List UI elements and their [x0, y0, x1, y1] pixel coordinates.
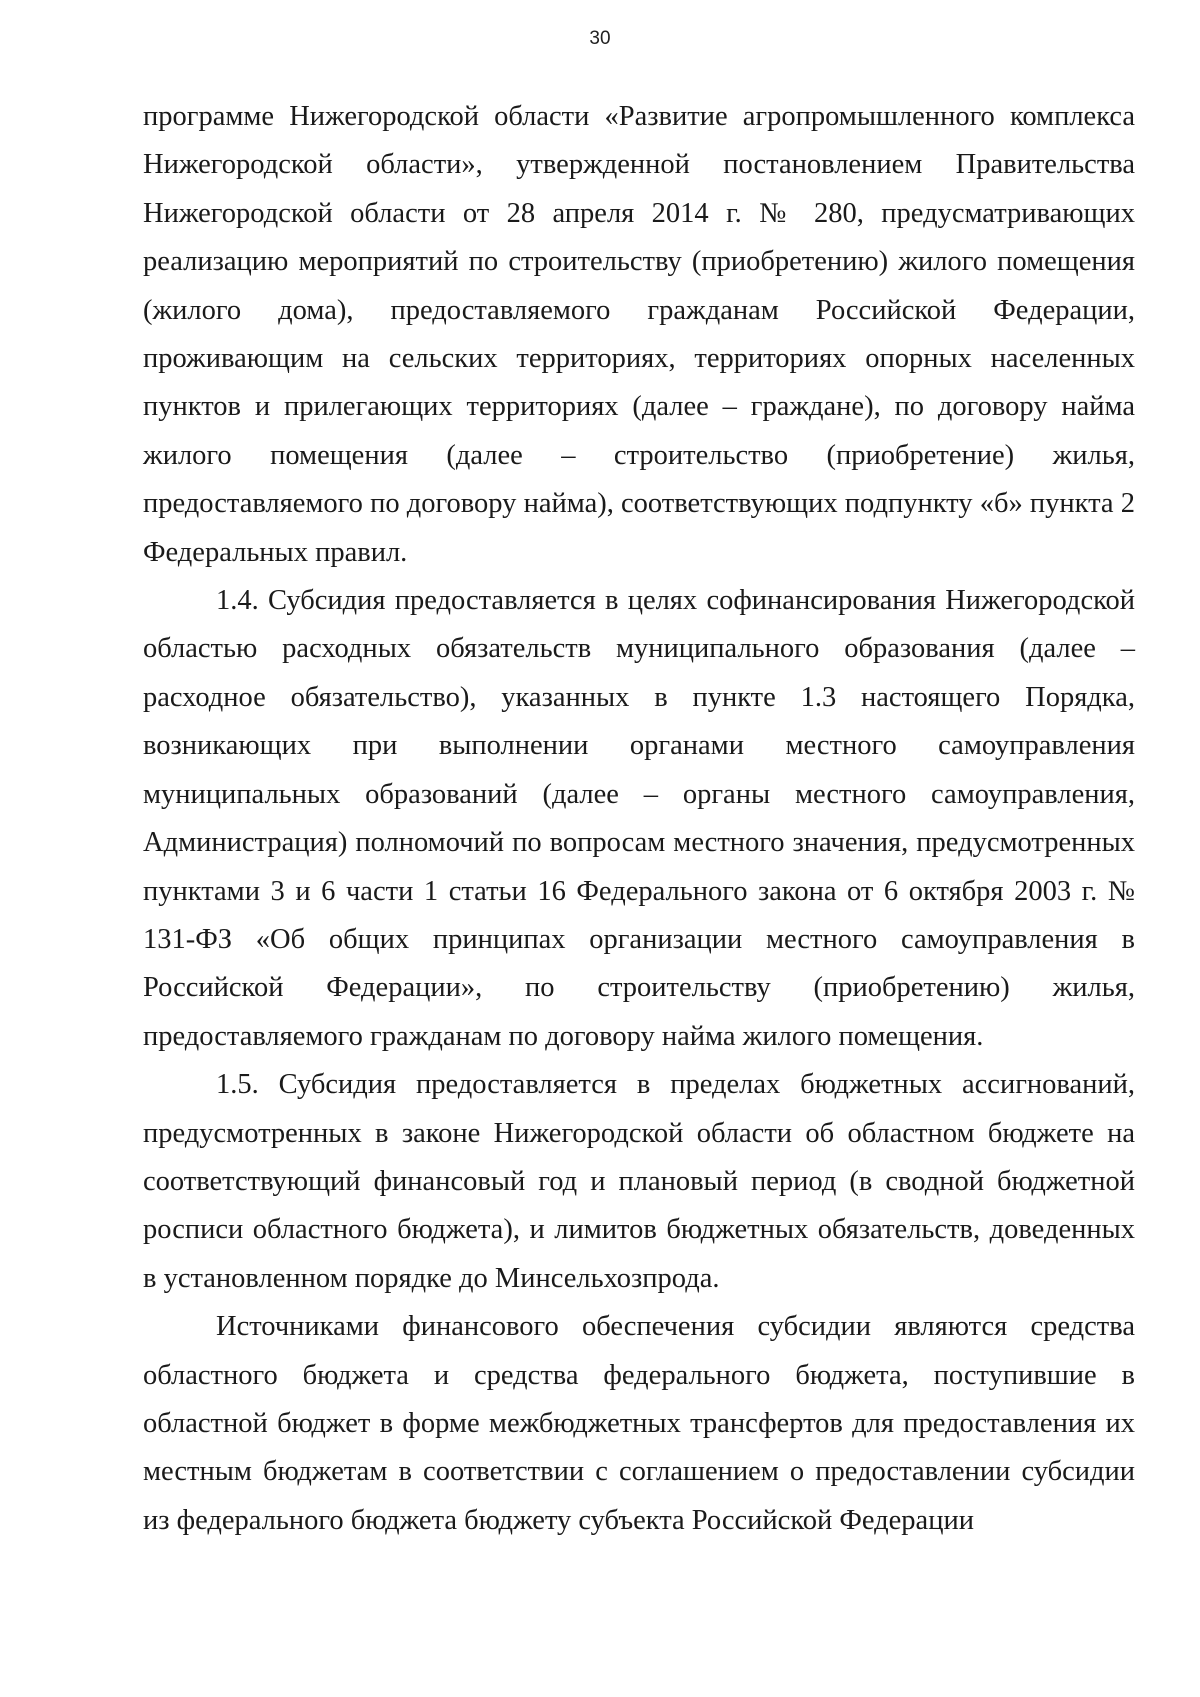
document-body [143, 93, 1135, 1545]
paragraph-1-5: 1.5. Субсидия предоставляется в пределах бюджетных ассигнований, предусмотренных в законе Нижегородской области об областном бюджете на соответствующий финансовый год и плановый период (в сводной бюджетной росписи областного бюджета), и лимитов бюджетных обязательств, доведенных в установленном порядке до Минсельхозпрода. [143, 1069, 1135, 1294]
paragraph-1-4: 1.4. Субсидия предоставляется в целях софинансирования Нижегородской областью расходных обязательств муниципального образования (далее – расходное обязательство), указанных в пункте 1.3 настоящего Порядка, возникающих при выполнении органами местного самоуправления муниципальных образований (далее – органы местного самоуправления, Администрация) полномочий по вопросам местного значения, предусмотренных пунктами 3 и 6 части 1 статьи 16 Федерального закона от 6 октября 2003 г. № 131-ФЗ «Об общих принципах организации местного самоуправления в Российской Федерации», по строительству (приобретению) жилья, предоставляемого гражданам по договору найма жилого помещения. [143, 585, 1135, 1052]
page-number: 30 [589, 28, 611, 49]
paragraph-funding-sources: Источниками финансового обеспечения субсидии являются средства областного бюджета и средства федерального бюджета, поступившие в областной бюджет в форме межбюджетных трансфертов для предоставления их местным бюджетам в соответствии с соглашением о предоставлении субсидии из федерального бюджета бюджету субъекта Российской Федерации [143, 1311, 1135, 1536]
paragraph-continuation: программе Нижегородской области «Развитие агропромышленного комплекса Нижегородской области», утвержденной постановлением Правительства Нижегородской области от 28 апреля 2014 г. № 280, предусматривающих реализацию мероприятий по строительству (приобретению) жилого помещения (жилого дома), предоставляемого гражданам Российской Федерации, проживающим на сельских территориях, территориях опорных населенных пунктов и прилегающих территориях (далее – граждане), по договору найма жилого помещения (далее – строительство (приобретение) жилья, предоставляемого по договору найма), соответствующих подпункту «б» пункта 2 Федеральных правил. [143, 101, 1135, 568]
